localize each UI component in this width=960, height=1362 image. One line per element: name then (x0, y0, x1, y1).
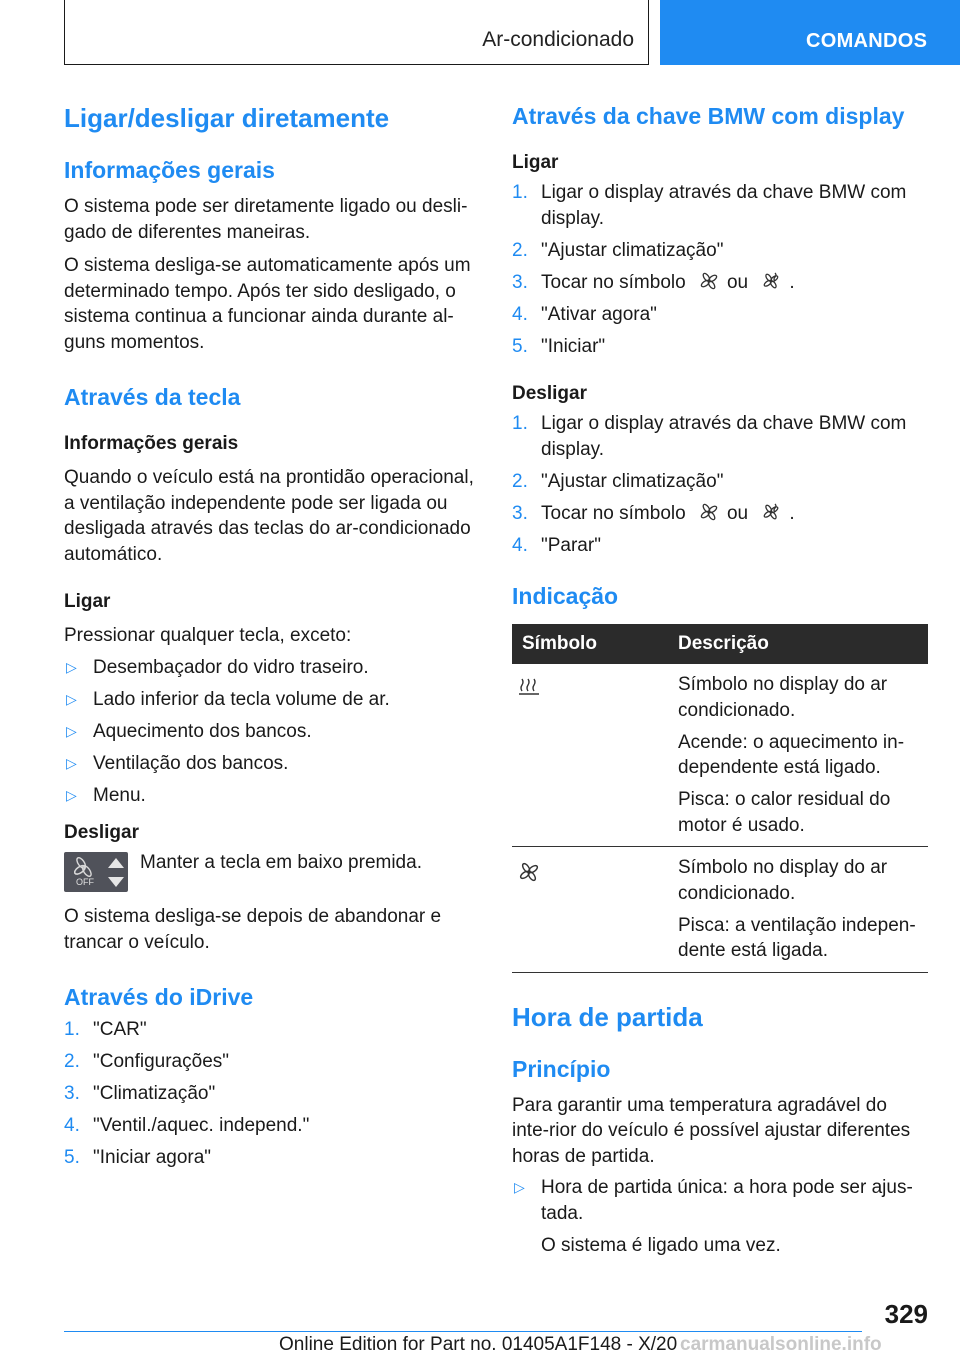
heading-info-geral: Informações gerais (64, 157, 275, 183)
subheading-ligar: Ligar (64, 591, 111, 612)
off-label: OFF (76, 877, 94, 887)
row-desc-line: Pisca: o calor residual do motor é usado. (678, 789, 891, 836)
partida-list (512, 1175, 928, 1258)
fan-icon (699, 502, 719, 522)
subheading-info-geral: Informações gerais (64, 433, 239, 454)
heading-atraves-tecla: Através da tecla (64, 384, 241, 410)
fan-icon (518, 861, 540, 883)
column-header-descricao: Descrição (678, 624, 928, 664)
chapter-header (64, 0, 649, 65)
triangle-bullet-icon: ▷ (66, 722, 77, 739)
triangle-bullet-icon: ▷ (66, 690, 77, 707)
list-item: 3. Tocar no símbolo ou . (512, 271, 795, 293)
list-item: 2. "Ajustar climatização" (512, 470, 724, 492)
off-button-row (64, 850, 478, 892)
heating-fan-icon (761, 502, 781, 522)
list-item: 4. "Ventil./aquec. independ." (64, 1115, 310, 1136)
desligar-steps (512, 411, 928, 558)
list-item: 4. "Parar" (512, 534, 601, 556)
watermark: carmanualsonline.info (680, 1334, 882, 1355)
table-row (512, 664, 928, 847)
heading-principio: Princípio (512, 1055, 611, 1082)
triangle-bullet-icon: ▷ (66, 658, 77, 675)
heating-fan-icon (761, 271, 781, 291)
title-ligar-desligar: Ligar/desligar diretamente (64, 103, 390, 133)
list-item: 1. "CAR" (64, 1019, 147, 1040)
heading-hora-partida: Hora de partida (512, 1001, 703, 1032)
desligar-paragraph-2: O sistema desliga-se depois de abandonar e trancar o veículo. (64, 906, 442, 953)
table-header-row (512, 624, 928, 664)
list-item: ▷ Desembaçador do vidro traseiro. (64, 655, 478, 681)
list-item: ▷ Hora de partida única: a hora pode ser ajus-tada. O sistema é ligado uma vez. (512, 1175, 928, 1258)
heading-atraves-idrive: Através do iDrive (64, 984, 254, 1010)
info-paragraph-2: O sistema desliga-se automaticamente após um determinado tempo. Após ter sido desligado, o sistema continua a funcionar ainda durante al-guns momentos. (64, 255, 471, 353)
partida-sub-line: O sistema é ligado uma vez. (541, 1234, 781, 1256)
list-item: 5. "Iniciar" (512, 335, 606, 357)
list-item: ▷ Ventilação dos bancos. (64, 751, 478, 777)
left-column (64, 100, 478, 1177)
list-item: 2. "Ajustar climatização" (512, 239, 724, 261)
heading-chave-bmw: Através da chave BMW com display (512, 103, 905, 129)
row-desc-line: Pisca: a ventilação indepen-dente está ligada. (678, 914, 916, 961)
edition-text: Online Edition for Part no. 01405A1F148 - X/20 (279, 1334, 678, 1355)
heating-icon (518, 678, 540, 696)
ligar-steps (512, 180, 928, 359)
idrive-steps (64, 1017, 478, 1171)
right-column (512, 100, 928, 1265)
desligar-paragraph: Manter a tecla em baixo premida. (140, 852, 422, 873)
subheading-desligar: Desligar (64, 822, 139, 843)
list-item: 5. "Iniciar agora" (64, 1147, 212, 1168)
table-row (512, 847, 928, 973)
list-item: 1. Ligar o display através da chave BMW com display. (512, 413, 907, 460)
list-item: 1. Ligar o display através da chave BMW com display. (512, 182, 907, 229)
heading-indicacao: Indicação (512, 583, 619, 609)
subheading-ligar-chave: Ligar (512, 152, 559, 173)
tecla-info-paragraph: Quando o veículo está na prontidão operacional, a ventilação independente pode ser ligada ou desligada através das teclas do ar-condicionado automático. (64, 467, 474, 565)
triangle-bullet-icon: ▷ (514, 1179, 525, 1195)
row-desc-line: Símbolo no display do ar condicionado. (678, 857, 888, 904)
row-desc-line: Símbolo no display do ar condicionado. (678, 674, 888, 721)
exceptions-list (64, 655, 478, 809)
indication-table (512, 624, 928, 973)
list-item: ▷ Aquecimento dos bancos. (64, 719, 478, 745)
list-item: 3. "Climatização" (64, 1083, 216, 1104)
info-paragraph-1: O sistema pode ser diretamente ligado ou desli-gado de diferentes maneiras. (64, 196, 468, 243)
row-desc-line: Acende: o aquecimento in-dependente está ligado. (678, 731, 905, 778)
ligar-paragraph: Pressionar qualquer tecla, exceto: (64, 625, 352, 646)
section-title: COMANDOS (806, 30, 928, 52)
triangle-bullet-icon: ▷ (66, 786, 77, 803)
list-item: 3. Tocar no símbolo ou . (512, 502, 795, 524)
section-header (660, 0, 960, 65)
list-item: ▷ Lado inferior da tecla volume de ar. (64, 687, 478, 713)
column-header-simbolo: Símbolo (512, 624, 678, 664)
fan-up-down-icon (64, 852, 128, 892)
subheading-desligar-chave: Desligar (512, 383, 587, 404)
list-item: ▷ Menu. (64, 783, 478, 809)
list-item: 4. "Ativar agora" (512, 303, 657, 325)
fan-icon (699, 271, 719, 291)
footer-divider (64, 1331, 862, 1332)
principio-paragraph: Para garantir uma temperatura agradável do inte-rior do veículo é possível ajustar diferentes horas de partida. (512, 1094, 911, 1167)
fan-off-button-image (64, 852, 128, 892)
list-item: 2. "Configurações" (64, 1051, 230, 1072)
page-number: 329 (884, 1299, 928, 1329)
triangle-bullet-icon: ▷ (66, 754, 77, 771)
chapter-title: Ar-condicionado (482, 28, 634, 51)
